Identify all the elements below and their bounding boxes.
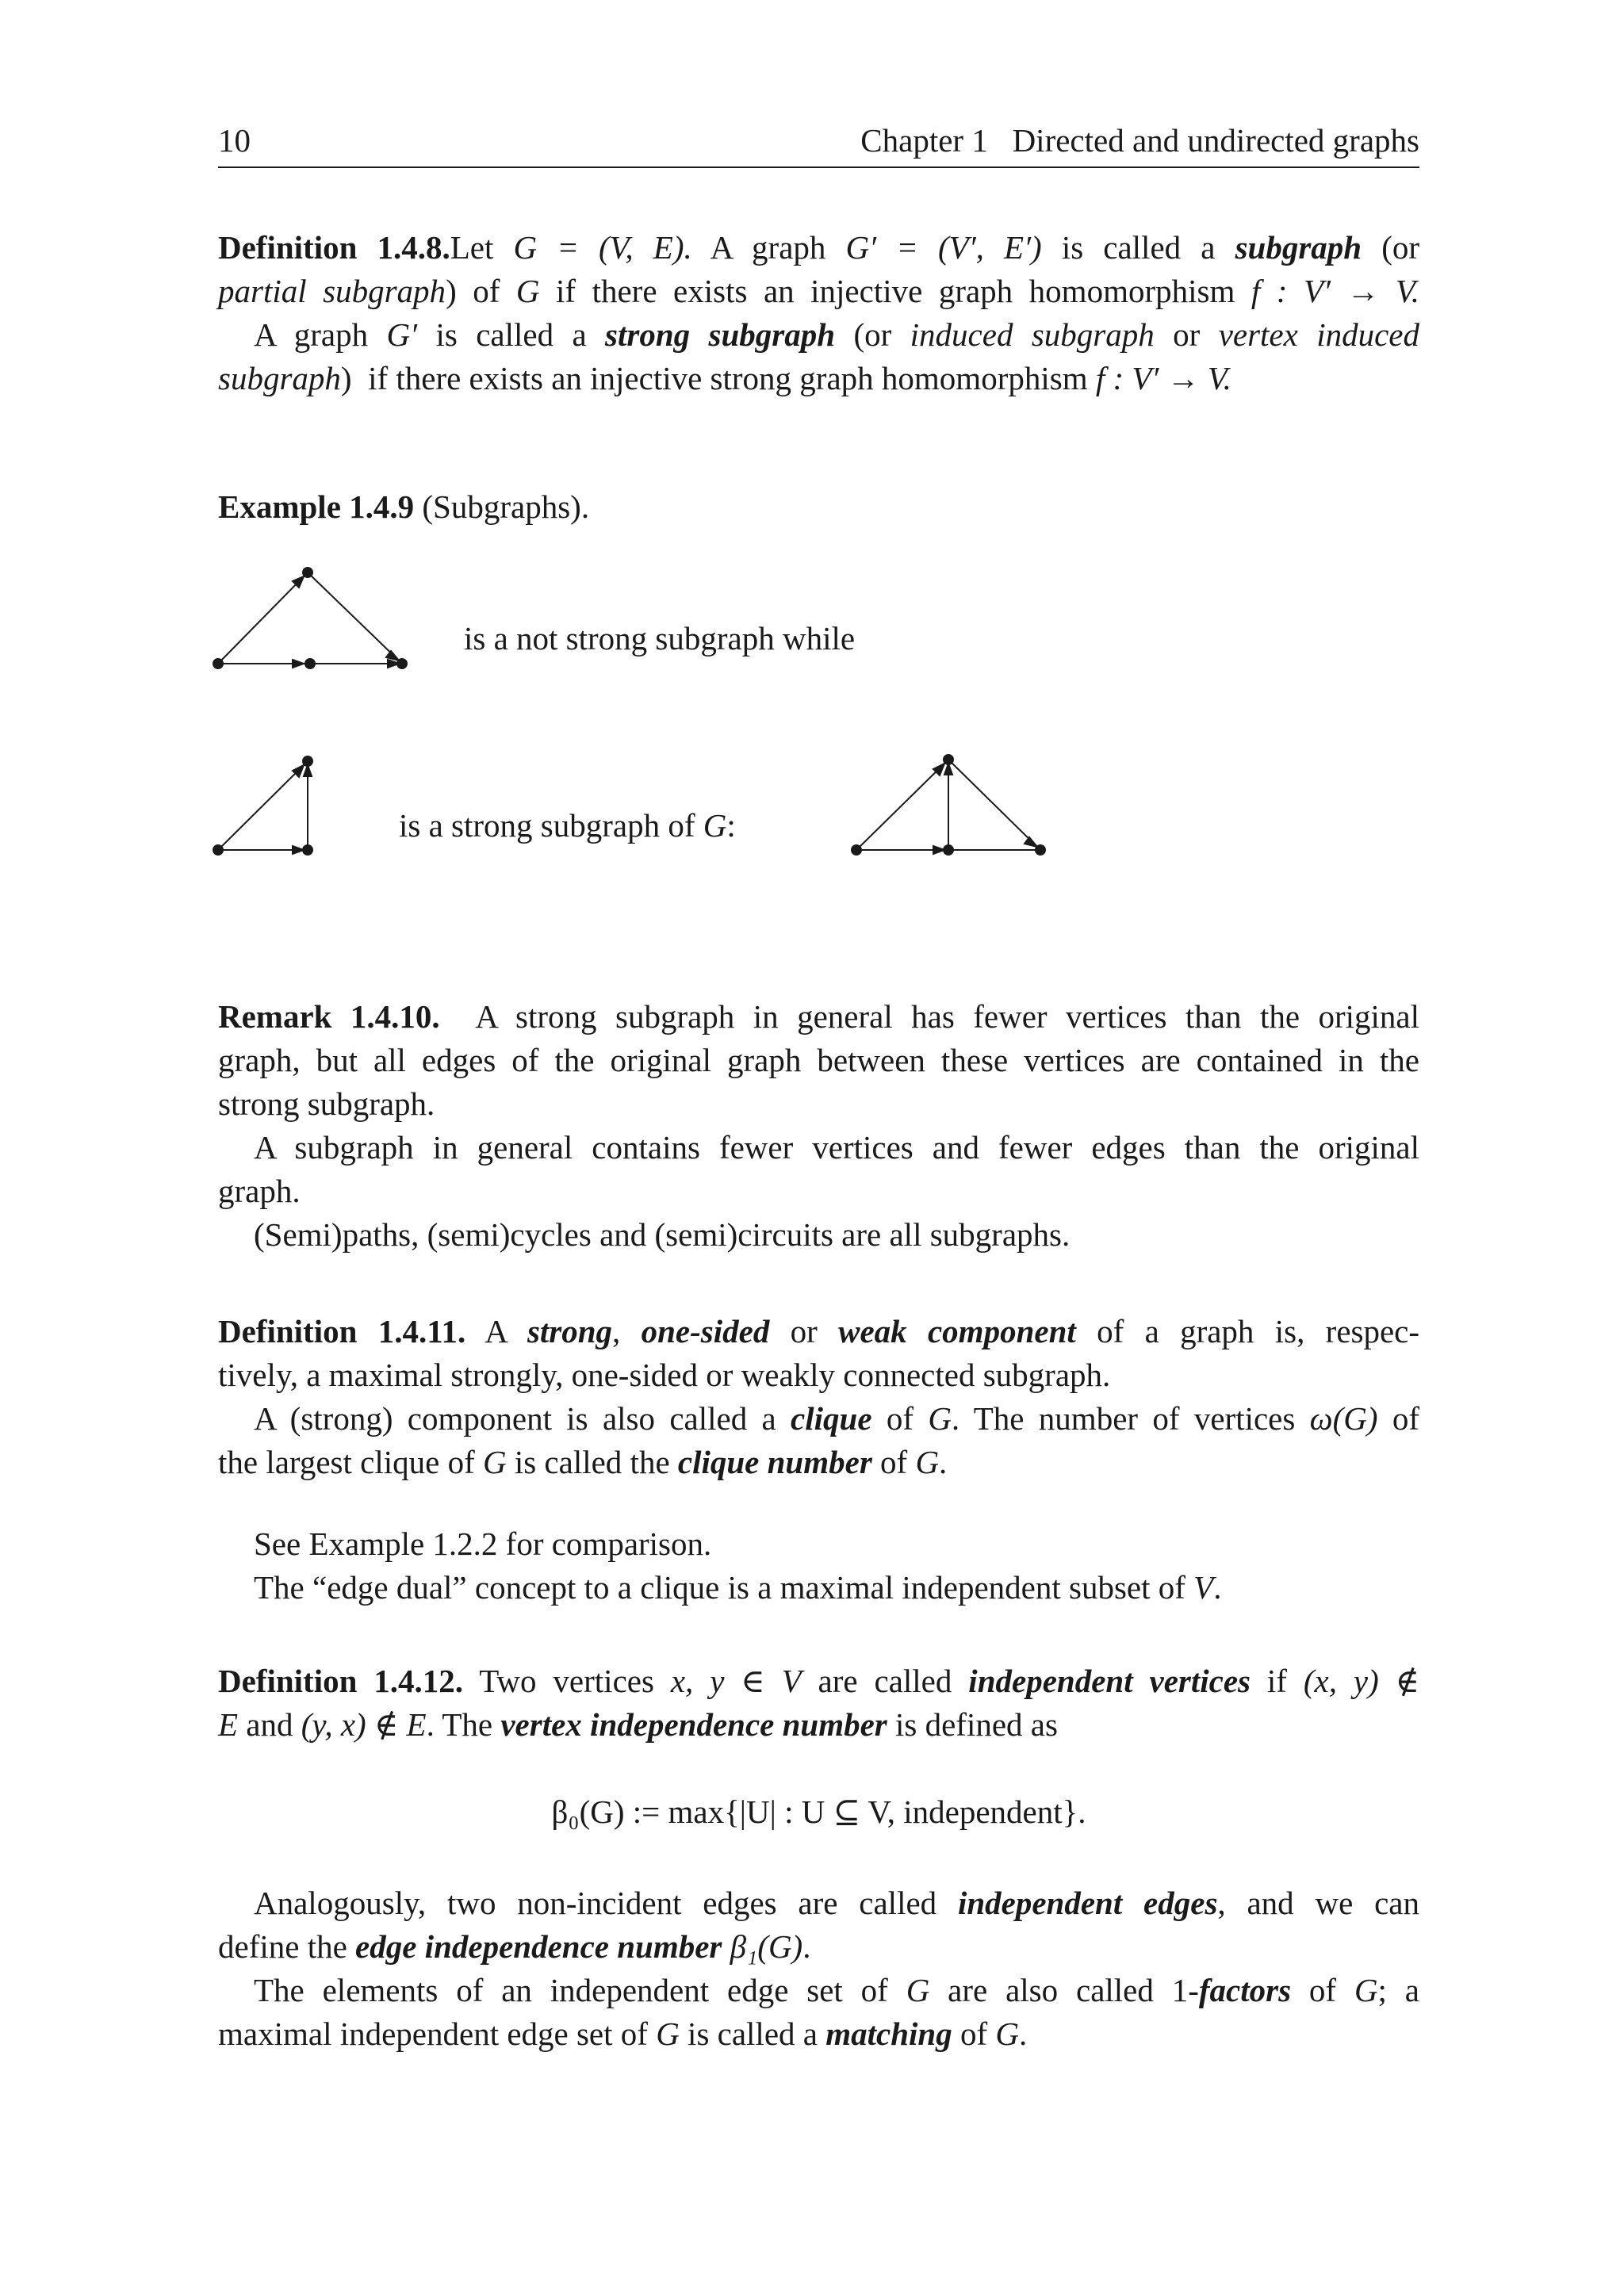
def-1-4-8-line-4: subgraph) if there exists an injective strong graph homomorphism f : V′ → V. <box>218 360 1231 396</box>
remark-1-4-10 <box>218 995 1419 1257</box>
vertex <box>397 659 407 668</box>
edge <box>308 572 402 664</box>
chapter-title: Chapter 1 Directed and undirected graphs <box>860 122 1419 159</box>
vertex <box>944 755 953 764</box>
edge <box>218 572 308 664</box>
figure-strong-subgraph <box>210 749 329 860</box>
remark-line-2: graph, but all edges of the original graph between these vertices are contained in the <box>218 1042 1419 1078</box>
vertex <box>303 845 312 855</box>
definition-label: Definition 1.4.12. <box>218 1663 464 1699</box>
def-1-4-12-line-1: Definition 1.4.12. Two vertices x, y ∈ V are called independent vertices if (x, y) ∉ <box>218 1663 1419 1699</box>
book-page <box>218 0 1419 2293</box>
remark-line-4: A subgraph in general contains fewer vertices and fewer edges than the original <box>254 1129 1419 1166</box>
vertex <box>944 845 953 855</box>
arrow-head <box>933 846 944 854</box>
arrow-head <box>293 846 304 854</box>
def-1-4-8-line-3: A graph G′ is called a strong subgraph (or induced subgraph or vertex induced <box>254 316 1420 353</box>
vertex <box>1036 845 1045 855</box>
def-1-4-8-line-1: Definition 1.4.8.Let G = (V, E). A graph G′ = (V′, E′) is called a subgraph (or <box>218 229 1420 266</box>
definition-label: Definition 1.4.11. <box>218 1313 466 1349</box>
comparison-note <box>218 1522 1419 1610</box>
analog-line-3: The elements of an independent edge set of G are also called 1-factors of G; a <box>254 1972 1419 2008</box>
def-1-4-11-line-4: the largest clique of G is called the clique number of G. <box>218 1444 948 1480</box>
example-label: Example 1.4.9 <box>218 488 415 525</box>
caption-not-strong: is a not strong subgraph while <box>464 620 856 657</box>
remark-line-6: (Semi)paths, (semi)cycles and (semi)circuits are all subgraphs. <box>254 1216 1071 1253</box>
definition-1-4-11 <box>218 1310 1419 1484</box>
vertex <box>852 845 861 855</box>
arrow-head <box>304 765 312 776</box>
vertex <box>303 568 312 577</box>
arrow-head <box>944 764 952 775</box>
edge <box>856 760 948 850</box>
edge-independence-paragraph <box>218 1881 1419 2056</box>
header-rule <box>218 167 1419 168</box>
analog-line-2: define the edge independence number β₁(G). <box>218 1928 811 1965</box>
def-1-4-11-line-1: Definition 1.4.11. A strong, one-sided or weak component of a graph is, respec- <box>218 1313 1420 1349</box>
analog-line-1: Analogously, two non-incident edges are called independent edges, and we can <box>254 1885 1419 1921</box>
remark-line-1: Remark 1.4.10. A strong subgraph in general has fewer vertices than the original <box>218 998 1419 1035</box>
vertex <box>213 845 223 855</box>
page-number: 10 <box>218 122 251 159</box>
term-strong-subgraph: strong subgraph <box>605 316 836 353</box>
remark-line-3: strong subgraph. <box>218 1085 435 1122</box>
def-1-4-11-line-3: A (strong) component is also called a clique of G. The number of vertices ω(G) of <box>254 1400 1420 1437</box>
vertex <box>305 659 315 668</box>
vertex-independence-formula: β₀(G) := max{|U| : U ⊆ V, independent}. <box>551 1793 1086 1830</box>
vertex <box>213 659 223 668</box>
arrow-head <box>293 660 304 668</box>
def-1-4-8-line-2: partial subgraph) of G if there exists an injective graph homomorphism f : V′ → V. <box>218 273 1419 309</box>
figure-not-strong-subgraph <box>210 559 424 682</box>
edge <box>218 761 308 850</box>
comparison-line-1: See Example 1.2.2 for comparison. <box>254 1525 712 1562</box>
definition-1-4-8 <box>218 226 1419 400</box>
remark-line-5: graph. <box>218 1173 301 1209</box>
comparison-line-2: The “edge dual” concept to a clique is a maximal independent subset of V. <box>254 1569 1222 1606</box>
definition-1-4-12 <box>218 1659 1419 1747</box>
running-header <box>218 119 1419 167</box>
definition-label: Definition 1.4.8. <box>218 229 450 266</box>
figure-graph-g <box>848 749 1059 860</box>
remark-label: Remark 1.4.10. <box>218 998 440 1035</box>
def-1-4-11-line-2: tively, a maximal strongly, one-sided or weakly connected subgraph. <box>218 1357 1111 1393</box>
example-1-4-9-heading: Example 1.4.9 (Subgraphs). <box>218 488 590 525</box>
def-1-4-12-line-2: E and (y, x) ∉ E. The vertex independence number is defined as <box>218 1706 1058 1743</box>
vertex <box>303 756 312 766</box>
edge <box>948 760 1040 850</box>
arrow-head <box>1025 837 1037 847</box>
analog-line-4: maximal independent edge set of G is called a matching of G. <box>218 2015 1028 2052</box>
caption-strong: is a strong subgraph of G: <box>399 807 736 844</box>
term-subgraph: subgraph <box>1235 229 1362 266</box>
